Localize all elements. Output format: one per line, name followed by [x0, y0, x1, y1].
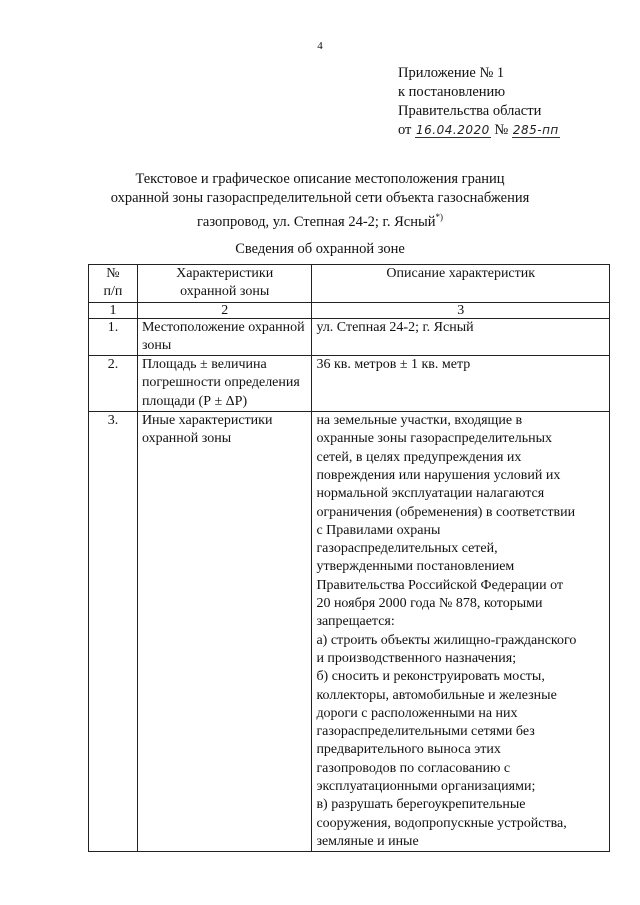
title-line-3-text: газопровод, ул. Степная 24-2; г. Ясный — [196, 213, 436, 230]
description-line: утвержденными постановлением — [316, 559, 515, 575]
column-number-row — [89, 302, 610, 318]
description-line: сооружения, водопропускные устройства, — [316, 815, 567, 831]
column-number: 2 — [137, 302, 312, 318]
description-line: сетей, в целях предупреждения их — [316, 449, 522, 465]
header-characteristic-text: Характеристики охранной зоны — [176, 266, 274, 300]
table-row — [89, 412, 610, 852]
row-description: 36 кв. метров ± 1 кв. метр — [312, 356, 610, 412]
row-number: 1. — [89, 318, 138, 356]
description-line: с Правилами охраны — [316, 522, 441, 538]
description-line: газораспределительных сетей, — [316, 541, 498, 557]
appendix-date-line — [398, 121, 560, 140]
column-number: 1 — [89, 302, 138, 318]
title-line-1: Текстовое и графическое описание местоположения границ — [135, 171, 505, 187]
document-title — [0, 170, 640, 232]
header-num — [89, 265, 138, 303]
section-title: Сведения об охранной зоне — [235, 241, 405, 257]
description-line: газораспределительными сетями без — [316, 724, 535, 740]
description-line: 20 ноября 2000 года № 878, которыми — [316, 596, 543, 612]
row-description — [312, 412, 610, 852]
handwritten-number: 285-пп — [512, 123, 559, 137]
description-line: газопроводов по согласованию с — [316, 760, 511, 776]
row-number: 3. — [89, 412, 138, 852]
zone-info-table — [88, 264, 610, 852]
description-line: в) разрушать берегоукрепительные — [316, 797, 526, 813]
number-prefix: № — [494, 122, 509, 138]
description-line: запрещается: — [316, 614, 395, 630]
header-num-text: № п/п — [103, 266, 123, 300]
description-line: б) сносить и реконструировать мосты, — [316, 669, 545, 685]
header-description — [312, 265, 610, 303]
description-line: повреждения или нарушения условий их — [316, 467, 561, 483]
page-number: 4 — [317, 40, 323, 52]
description-line: и производственного назначения; — [316, 650, 517, 666]
description-line: дороги с расположенными на них — [316, 705, 518, 721]
description-line: предварительного выноса этих — [316, 742, 501, 758]
appendix-line-2: к постановлению — [398, 84, 506, 100]
description-line: Правительства Российской Федерации от — [316, 577, 564, 593]
table-header-row — [89, 265, 610, 303]
handwritten-date: 16.04.2020 — [416, 123, 490, 137]
footnote-mark: *) — [435, 212, 443, 222]
description-line: ограничения (обременения) в соответствии — [316, 504, 576, 520]
title-line-3 — [0, 208, 640, 232]
appendix-line-1: Приложение № 1 — [398, 65, 505, 81]
row-description: ул. Степная 24-2; г. Ясный — [312, 318, 610, 356]
description-line: на земельные участки, входящие в — [316, 413, 523, 429]
row-number: 2. — [89, 356, 138, 412]
table-row — [89, 356, 610, 412]
row-characteristic: Иные характеристики охранной зоны — [137, 412, 312, 852]
description-line: эксплуатационными организациями; — [316, 779, 536, 795]
description-line: земляные и иные — [316, 833, 419, 849]
appendix-block — [398, 64, 560, 140]
description-line: а) строить объекты жилищно-гражданского — [316, 632, 577, 648]
header-description-text: Описание характеристик — [386, 266, 536, 281]
row-characteristic: Местоположение охранной зоны — [137, 318, 312, 356]
header-characteristic — [137, 265, 312, 303]
title-line-2: охранной зоны газораспределительной сети объекта газоснабжения — [110, 190, 530, 206]
row-characteristic: Площадь ± величина погрешности определения площади (Р ± ΔР) — [137, 356, 312, 412]
column-number: 3 — [312, 302, 610, 318]
description-line: коллекторы, автомобильные и железные — [316, 687, 557, 703]
description-line: охранные зоны газораспределительных — [316, 431, 553, 447]
appendix-line-3: Правительства области — [398, 103, 542, 119]
date-prefix: от — [398, 122, 412, 138]
table-row — [89, 318, 610, 356]
description-line: нормальной эксплуатации налагаются — [316, 486, 545, 502]
